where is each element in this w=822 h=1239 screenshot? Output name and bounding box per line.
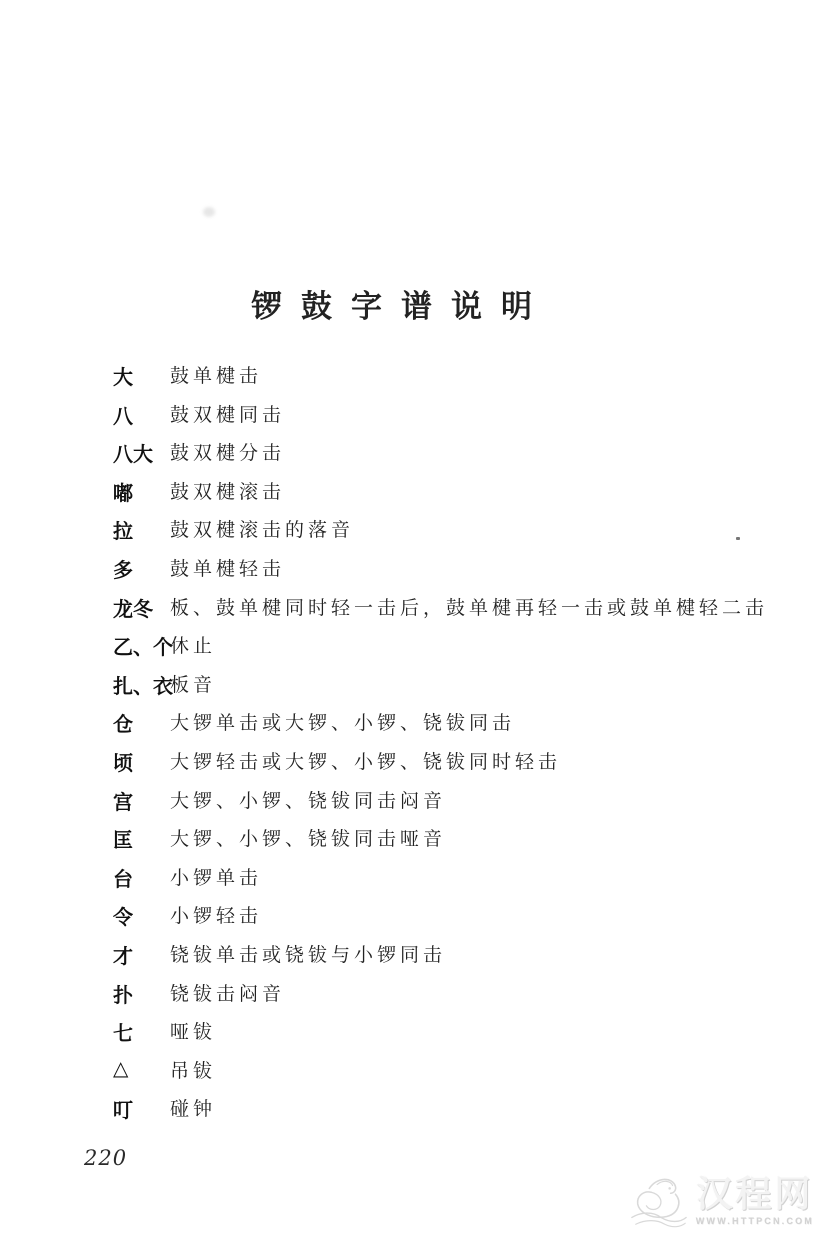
notation-symbol: △ (113, 1057, 129, 1080)
hanchengwang-logo-icon (628, 1169, 690, 1233)
table-row (113, 438, 792, 477)
table-row (113, 1094, 792, 1133)
notation-description: 吊钹 (170, 1060, 217, 1082)
notation-description: 鼓双楗分击 (170, 443, 286, 465)
notation-description: 碰钟 (170, 1099, 217, 1121)
notation-symbol: 多 (113, 559, 133, 582)
notation-symbol: 七 (113, 1023, 133, 1046)
notation-symbol: 乙、个 (113, 637, 173, 660)
table-row (113, 863, 792, 902)
watermark (628, 1169, 814, 1233)
page-title: 锣鼓字谱说明 (251, 289, 551, 324)
notation-symbol: 大 (113, 367, 133, 389)
notation-description: 鼓双楗同击 (170, 404, 286, 426)
notation-symbol: 才 (113, 945, 133, 968)
table-row (113, 670, 792, 709)
notation-description: 鼓双楗滚击的落音 (170, 520, 355, 542)
scan-speck (203, 207, 215, 217)
notation-symbol: 八 (113, 405, 133, 428)
table-row (113, 361, 792, 400)
notation-symbol: 顷 (113, 752, 133, 775)
table-row (113, 554, 792, 593)
notation-description: 哑钹 (170, 1022, 217, 1044)
notation-description: 小锣轻击 (170, 906, 263, 928)
notation-description: 板、鼓单楗同时轻一击后，鼓单楗再轻一击或鼓单楗轻二击 (170, 597, 769, 619)
table-row (113, 940, 792, 979)
table-row (113, 786, 792, 825)
notation-description: 铙钹击闷音 (170, 983, 286, 1005)
notation-description: 板音 (170, 674, 217, 696)
table-row (113, 593, 792, 632)
table-row (113, 747, 792, 786)
notation-symbol: 仓 (113, 714, 133, 737)
notation-description: 铙钹单击或铙钹与小锣同击 (170, 944, 447, 966)
page-number: 220 (84, 1146, 128, 1170)
notation-symbol: 八大 (113, 444, 153, 467)
notation-symbol: 拉 (113, 521, 133, 544)
table-row (113, 1056, 792, 1095)
notation-description: 鼓双楗滚击 (170, 481, 286, 503)
table-row (113, 400, 792, 439)
table-row (113, 901, 792, 940)
table-row (113, 631, 792, 670)
notation-symbol: 令 (113, 907, 133, 930)
notation-description: 鼓单楗轻击 (170, 558, 286, 580)
table-row (113, 1017, 792, 1056)
watermark-site-name: 汉程网 (696, 1173, 814, 1214)
notation-description: 鼓单楗击 (170, 366, 263, 387)
notation-symbol: 扑 (113, 984, 133, 1007)
table-row (113, 979, 792, 1018)
notation-description: 小锣单击 (170, 867, 263, 889)
notation-description: 大锣单击或大锣、小锣、铙钹同击 (170, 713, 516, 735)
watermark-text (695, 1173, 814, 1226)
notation-symbol: 宫 (113, 791, 133, 814)
table-row (113, 708, 792, 747)
notation-table (113, 361, 792, 1133)
table-row (113, 824, 792, 863)
table-row (113, 477, 792, 516)
notation-description: 大锣轻击或大锣、小锣、铙钹同时轻击 (170, 751, 562, 773)
notation-symbol: 嘟 (113, 482, 133, 505)
watermark-site-url: WWW.HTTPCN.COM (695, 1216, 814, 1226)
notation-symbol: 匡 (113, 830, 133, 853)
notation-description: 大锣、小锣、铙钹同击闷音 (170, 790, 447, 812)
notation-description: 休止 (170, 636, 217, 658)
notation-symbol: 台 (113, 868, 133, 891)
notation-symbol: 龙冬 (113, 598, 153, 621)
table-row (113, 515, 792, 554)
notation-description: 大锣、小锣、铙钹同击哑音 (170, 829, 447, 851)
notation-symbol: 扎、衣 (113, 675, 173, 698)
notation-symbol: 叮 (113, 1100, 133, 1123)
